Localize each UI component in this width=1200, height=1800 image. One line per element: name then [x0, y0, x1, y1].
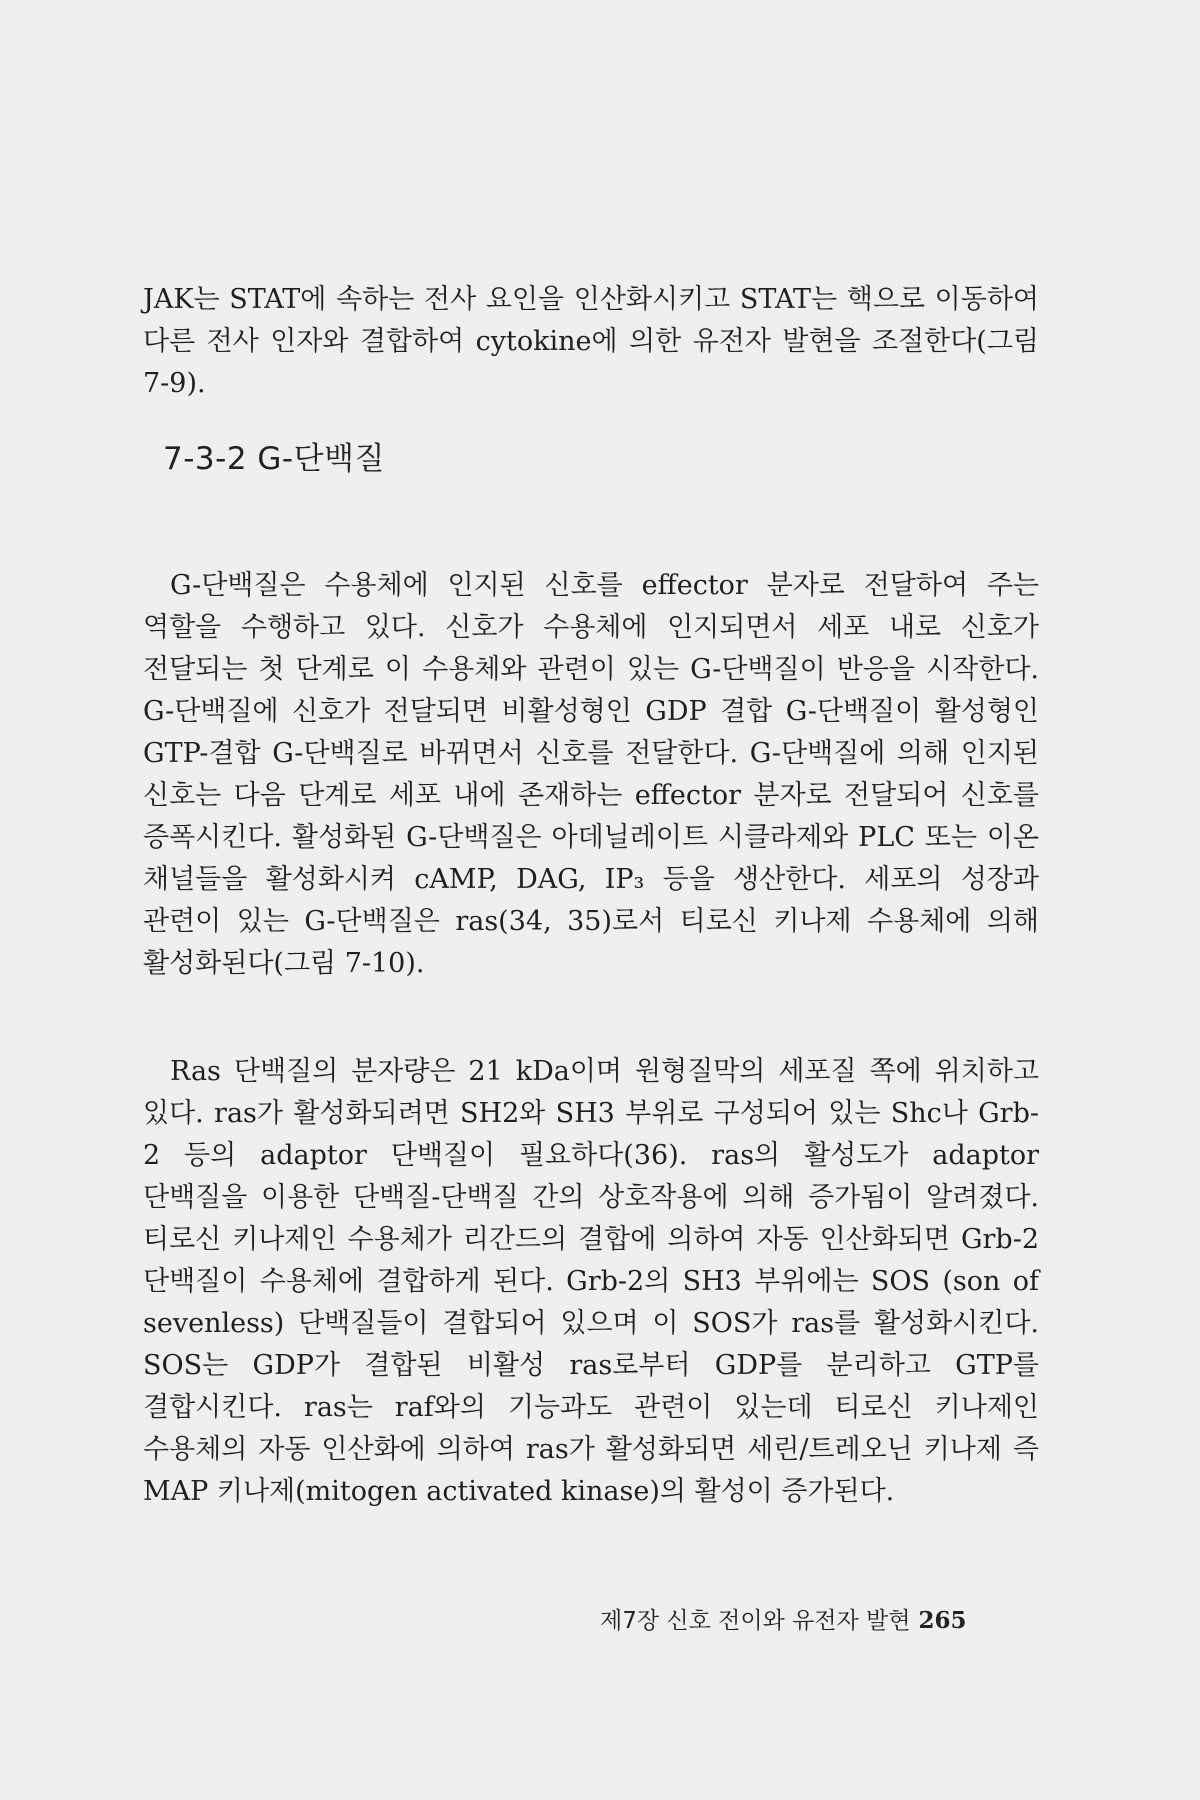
g-protein-paragraph: G-단백질은 수용체에 인지된 신호를 effector 분자로 전달하여 주는 역할을 수행하고 있다. 신호가 수용체에 인지되면서 세포 내로 신호가 전달되는 첫 단계로 이 수용체와 관련이 있는 G-단백질이 반응을 시작한다. G-단백질에 신호가 전달되면 비활성형인 GDP 결합 G-단백질이 활성형인 GTP-결합 G-단백질로 바뀌면서 신호를 전달한다. G-단백질에 의해 인지된 신호는 다음 단계로 세포 내에 존재하는 effector 분자로 전달되어 신호를 증폭시킨다. 활성화된 G-단백질은 아데닐레이트 시클라제와 PLC 또는 이온 채널들을 활성화시켜 cAMP, DAG, IP₃ 등을 생산한다. 세포의 성장과 관련이 있는 G-단백질은 ras(34, 35)로서 티로신 키나제 수용체에 의해 활성화된다(그림 7-10). [143, 570, 1039, 979]
page-number: 265 [918, 1607, 967, 1634]
intro-paragraph: JAK는 STAT에 속하는 전사 요인을 인산화시키고 STAT는 핵으로 이동하여 다른 전사 인자와 결합하여 cytokine에 의한 유전자 발현을 조절한다(그림 7-9). [143, 284, 1039, 399]
ras-protein-paragraph: Ras 단백질의 분자량은 21 kDa이며 원형질막의 세포질 쪽에 위치하고 있다. ras가 활성화되려면 SH2와 SH3 부위로 구성되어 있는 Shc나 Grb-2 등의 adaptor 단백질이 필요하다(36). ras의 활성도가 adaptor 단백질을 이용한 단백질-단백질 간의 상호작용에 의해 증가됨이 알려졌다. 티로신 키나제인 수용체가 리간드의 결합에 의하여 자동 인산화되면 Grb-2 단백질이 수용체에 결합하게 된다. Grb-2의 SH3 부위에는 SOS (son of sevenless) 단백질들이 결합되어 있으며 이 SOS가 ras를 활성화시킨다. SOS는 GDP가 결합된 비활성 ras로부터 GDP를 분리하고 GTP를 결합시킨다. ras는 raf와의 기능과도 관련이 있는데 티로신 키나제인 수용체의 자동 인산화에 의하여 ras가 활성화되면 세린/트레오닌 키나제 즉 MAP 키나제(mitogen activated kinase)의 활성이 증가된다. [143, 1056, 1039, 1507]
section-title: 7-3-2 G-단백질 [163, 441, 385, 477]
page-footer [600, 1606, 967, 1636]
chapter-footer-title: 제7장 신호 전이와 유전자 발현 [600, 1608, 911, 1634]
